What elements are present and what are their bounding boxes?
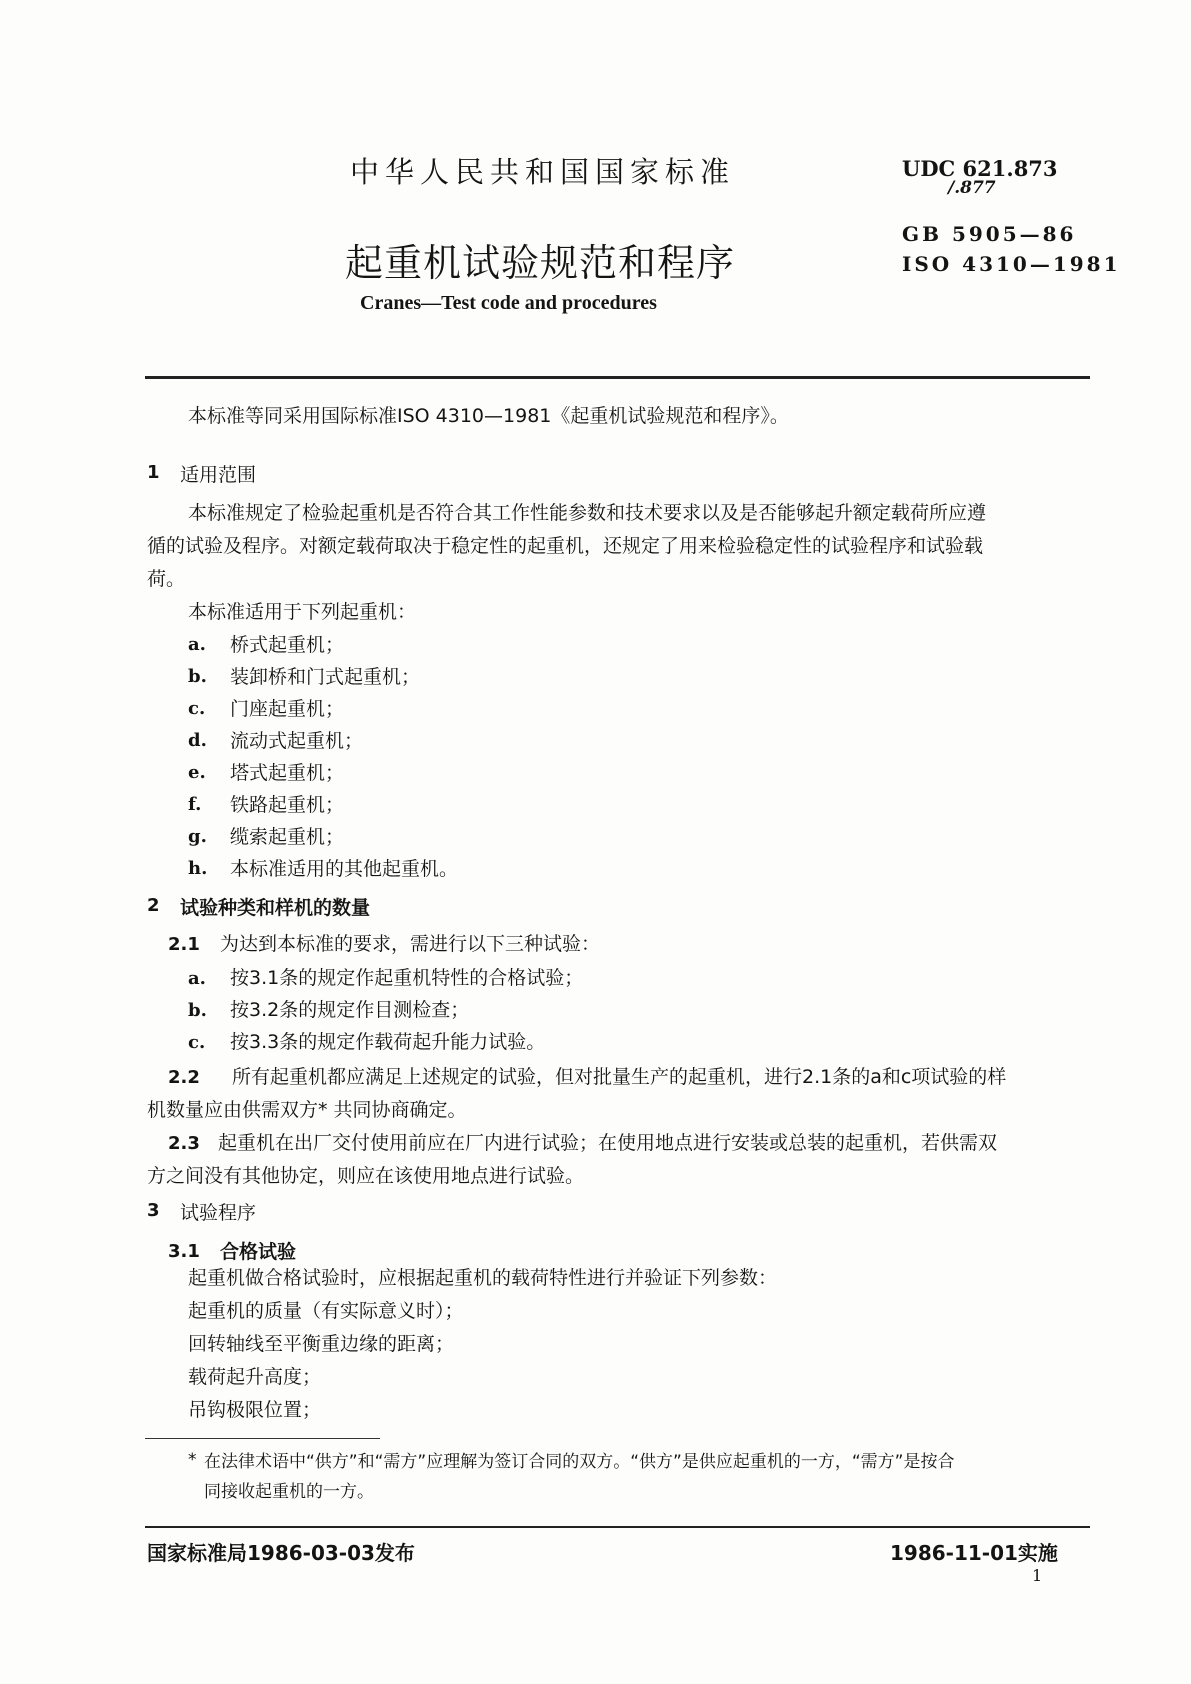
clause-2-2-number: 2.2	[168, 1067, 200, 1088]
clause-3-1-line: 回转轴线至平衡重边缘的距离；	[188, 1333, 455, 1355]
list-item-label: b.	[188, 666, 207, 687]
header-divider	[145, 376, 1090, 379]
list-item-label: d.	[188, 730, 207, 751]
section-2-number: 2	[147, 895, 160, 916]
list-item: 按3.2条的规定作目测检查；	[230, 999, 470, 1021]
clause-2-3-text: 起重机在出厂交付使用前应在厂内进行试验；在使用地点进行安装或总装的起重机，若供需双	[218, 1132, 998, 1154]
list-item: 缆索起重机；	[230, 826, 345, 848]
list-item-label: e.	[188, 762, 206, 783]
section-2-title: 试验种类和样机的数量	[180, 897, 371, 919]
document-title: 起重机试验规范和程序	[345, 241, 736, 285]
clause-3-1-line: 起重机的质量（有实际意义时）；	[188, 1300, 464, 1322]
list-item: 流动式起重机；	[230, 730, 364, 752]
list-item: 塔式起重机；	[230, 762, 345, 784]
effective-date: 1986-11-01实施	[890, 1541, 1058, 1565]
list-item: 按3.1条的规定作起重机特性的合格试验；	[230, 967, 584, 989]
list-item: 本标准适用的其他起重机。	[230, 858, 459, 880]
section-1-number: 1	[147, 462, 160, 483]
clause-2-1-number: 2.1	[168, 934, 200, 955]
list-item-label: c.	[188, 698, 206, 719]
clause-3-1-line: 起重机做合格试验时，应根据起重机的载荷特性进行并验证下列参数：	[188, 1267, 778, 1289]
clause-2-3-text: 方之间没有其他协定，则应在该使用地点进行试验。	[147, 1165, 585, 1187]
clause-2-2-text: 机数量应由供需双方* 共同协商确定。	[147, 1099, 467, 1121]
clause-3-1-line: 吊钩极限位置；	[188, 1399, 322, 1421]
document-title-english: Cranes—Test code and procedures	[360, 292, 657, 314]
page-number: 1	[1032, 1566, 1043, 1585]
footnote-marker: *	[188, 1450, 197, 1470]
section-1-scope-intro: 本标准适用于下列起重机：	[188, 601, 417, 623]
list-item-label: a.	[188, 968, 206, 989]
section-1-paragraph-line: 本标准规定了检验起重机是否符合其工作性能参数和技术要求以及是否能够起升额定载荷所应遵	[188, 502, 987, 524]
gb-number: GB 5905—86	[902, 222, 1077, 246]
list-item: 铁路起重机；	[230, 794, 345, 816]
list-item-label: a.	[188, 634, 206, 655]
section-3-number: 3	[147, 1200, 160, 1221]
list-item: 装卸桥和门式起重机；	[230, 666, 421, 688]
section-3-title: 试验程序	[180, 1202, 257, 1224]
udc-code-suffix: /.877	[948, 178, 996, 198]
footnote-text: 同接收起重机的一方。	[204, 1482, 374, 1502]
list-item: 按3.3条的规定作载荷起升能力试验。	[230, 1031, 546, 1053]
intro-paragraph: 本标准等同采用国际标准ISO 4310—1981《起重机试验规范和程序》。	[188, 405, 789, 427]
section-1-paragraph-line: 荷。	[147, 568, 186, 590]
clause-2-1-text: 为达到本标准的要求，需进行以下三种试验：	[220, 933, 601, 955]
footnote-text: 在法律术语中“供方”和“需方”应理解为签订合同的双方。“供方”是供应起重机的一方，“需方”是按合	[204, 1452, 955, 1472]
section-1-paragraph-line: 循的试验及程序。对额定载荷取决于稳定性的起重机，还规定了用来检验稳定性的试验程序和试验载	[147, 535, 984, 557]
footer-divider	[145, 1526, 1090, 1528]
national-standard-heading: 中华人民共和国国家标准	[350, 155, 736, 189]
list-item-label: c.	[188, 1032, 206, 1053]
footnote-divider	[145, 1438, 380, 1439]
clause-3-1-line: 载荷起升高度；	[188, 1366, 322, 1388]
list-item: 桥式起重机；	[230, 634, 345, 656]
list-item-label: b.	[188, 1000, 207, 1021]
issue-date: 国家标准局1986-03-03发布	[147, 1541, 415, 1565]
list-item-label: g.	[188, 826, 207, 847]
section-1-title: 适用范围	[180, 464, 257, 486]
clause-3-1-title: 合格试验	[220, 1241, 297, 1263]
list-item: 门座起重机；	[230, 698, 345, 720]
iso-number: ISO 4310—1981	[902, 252, 1121, 276]
list-item-label: f.	[188, 794, 202, 815]
list-item-label: h.	[188, 858, 208, 879]
clause-2-2-text: 所有起重机都应满足上述规定的试验，但对批量生产的起重机，进行2.1条的a和c项试验的样	[232, 1066, 1007, 1088]
udc-code: UDC 621.873	[902, 156, 1058, 181]
clause-3-1-number: 3.1	[168, 1241, 200, 1262]
clause-2-3-number: 2.3	[168, 1133, 200, 1154]
